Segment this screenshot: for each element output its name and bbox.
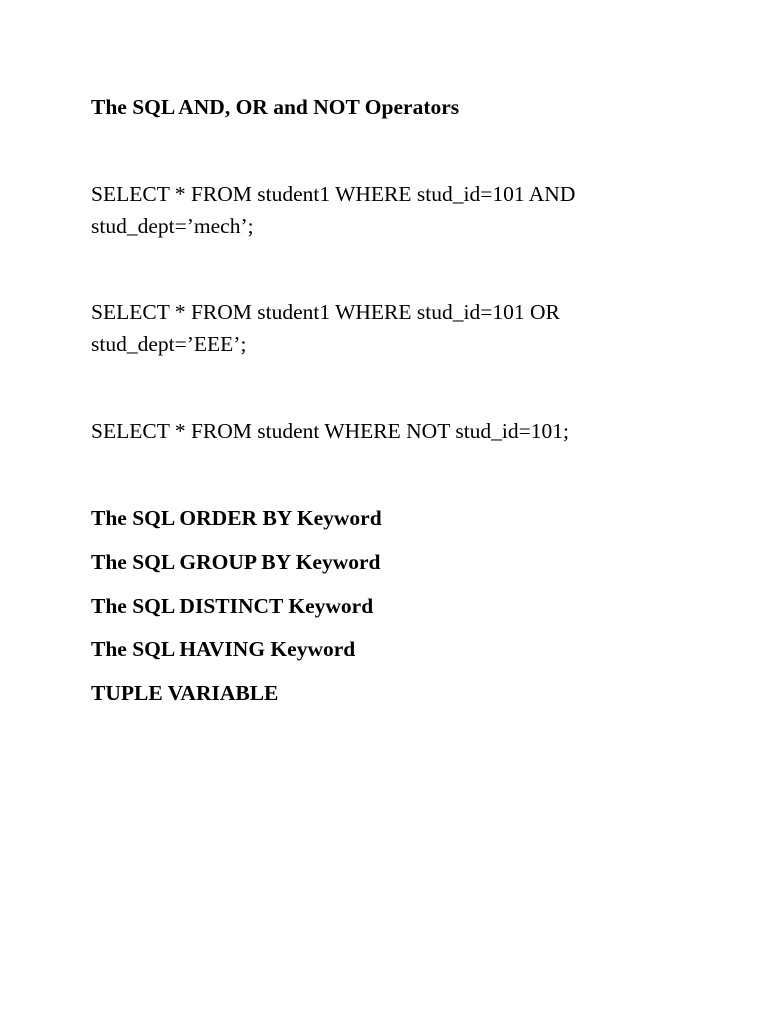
heading-tuple-variable: TUPLE VARIABLE [91,681,279,705]
heading-order-by-keyword: The SQL ORDER BY Keyword [91,506,382,530]
query-and-line-1: SELECT * FROM student1 WHERE stud_id=101 AND [91,182,576,206]
heading-having-keyword: The SQL HAVING Keyword [91,637,356,661]
heading-group-by-keyword: The SQL GROUP BY Keyword [91,550,381,574]
heading-and-or-not-operators: The SQL AND, OR and NOT Operators [91,95,460,119]
query-not-line-1: SELECT * FROM student WHERE NOT stud_id=101; [91,419,569,443]
query-or-line-1: SELECT * FROM student1 WHERE stud_id=101 OR [91,300,560,324]
query-or-line-2: stud_dept=’EEE’; [91,332,247,356]
query-and-line-2: stud_dept=’mech’; [91,214,254,238]
heading-distinct-keyword: The SQL DISTINCT Keyword [91,594,374,618]
